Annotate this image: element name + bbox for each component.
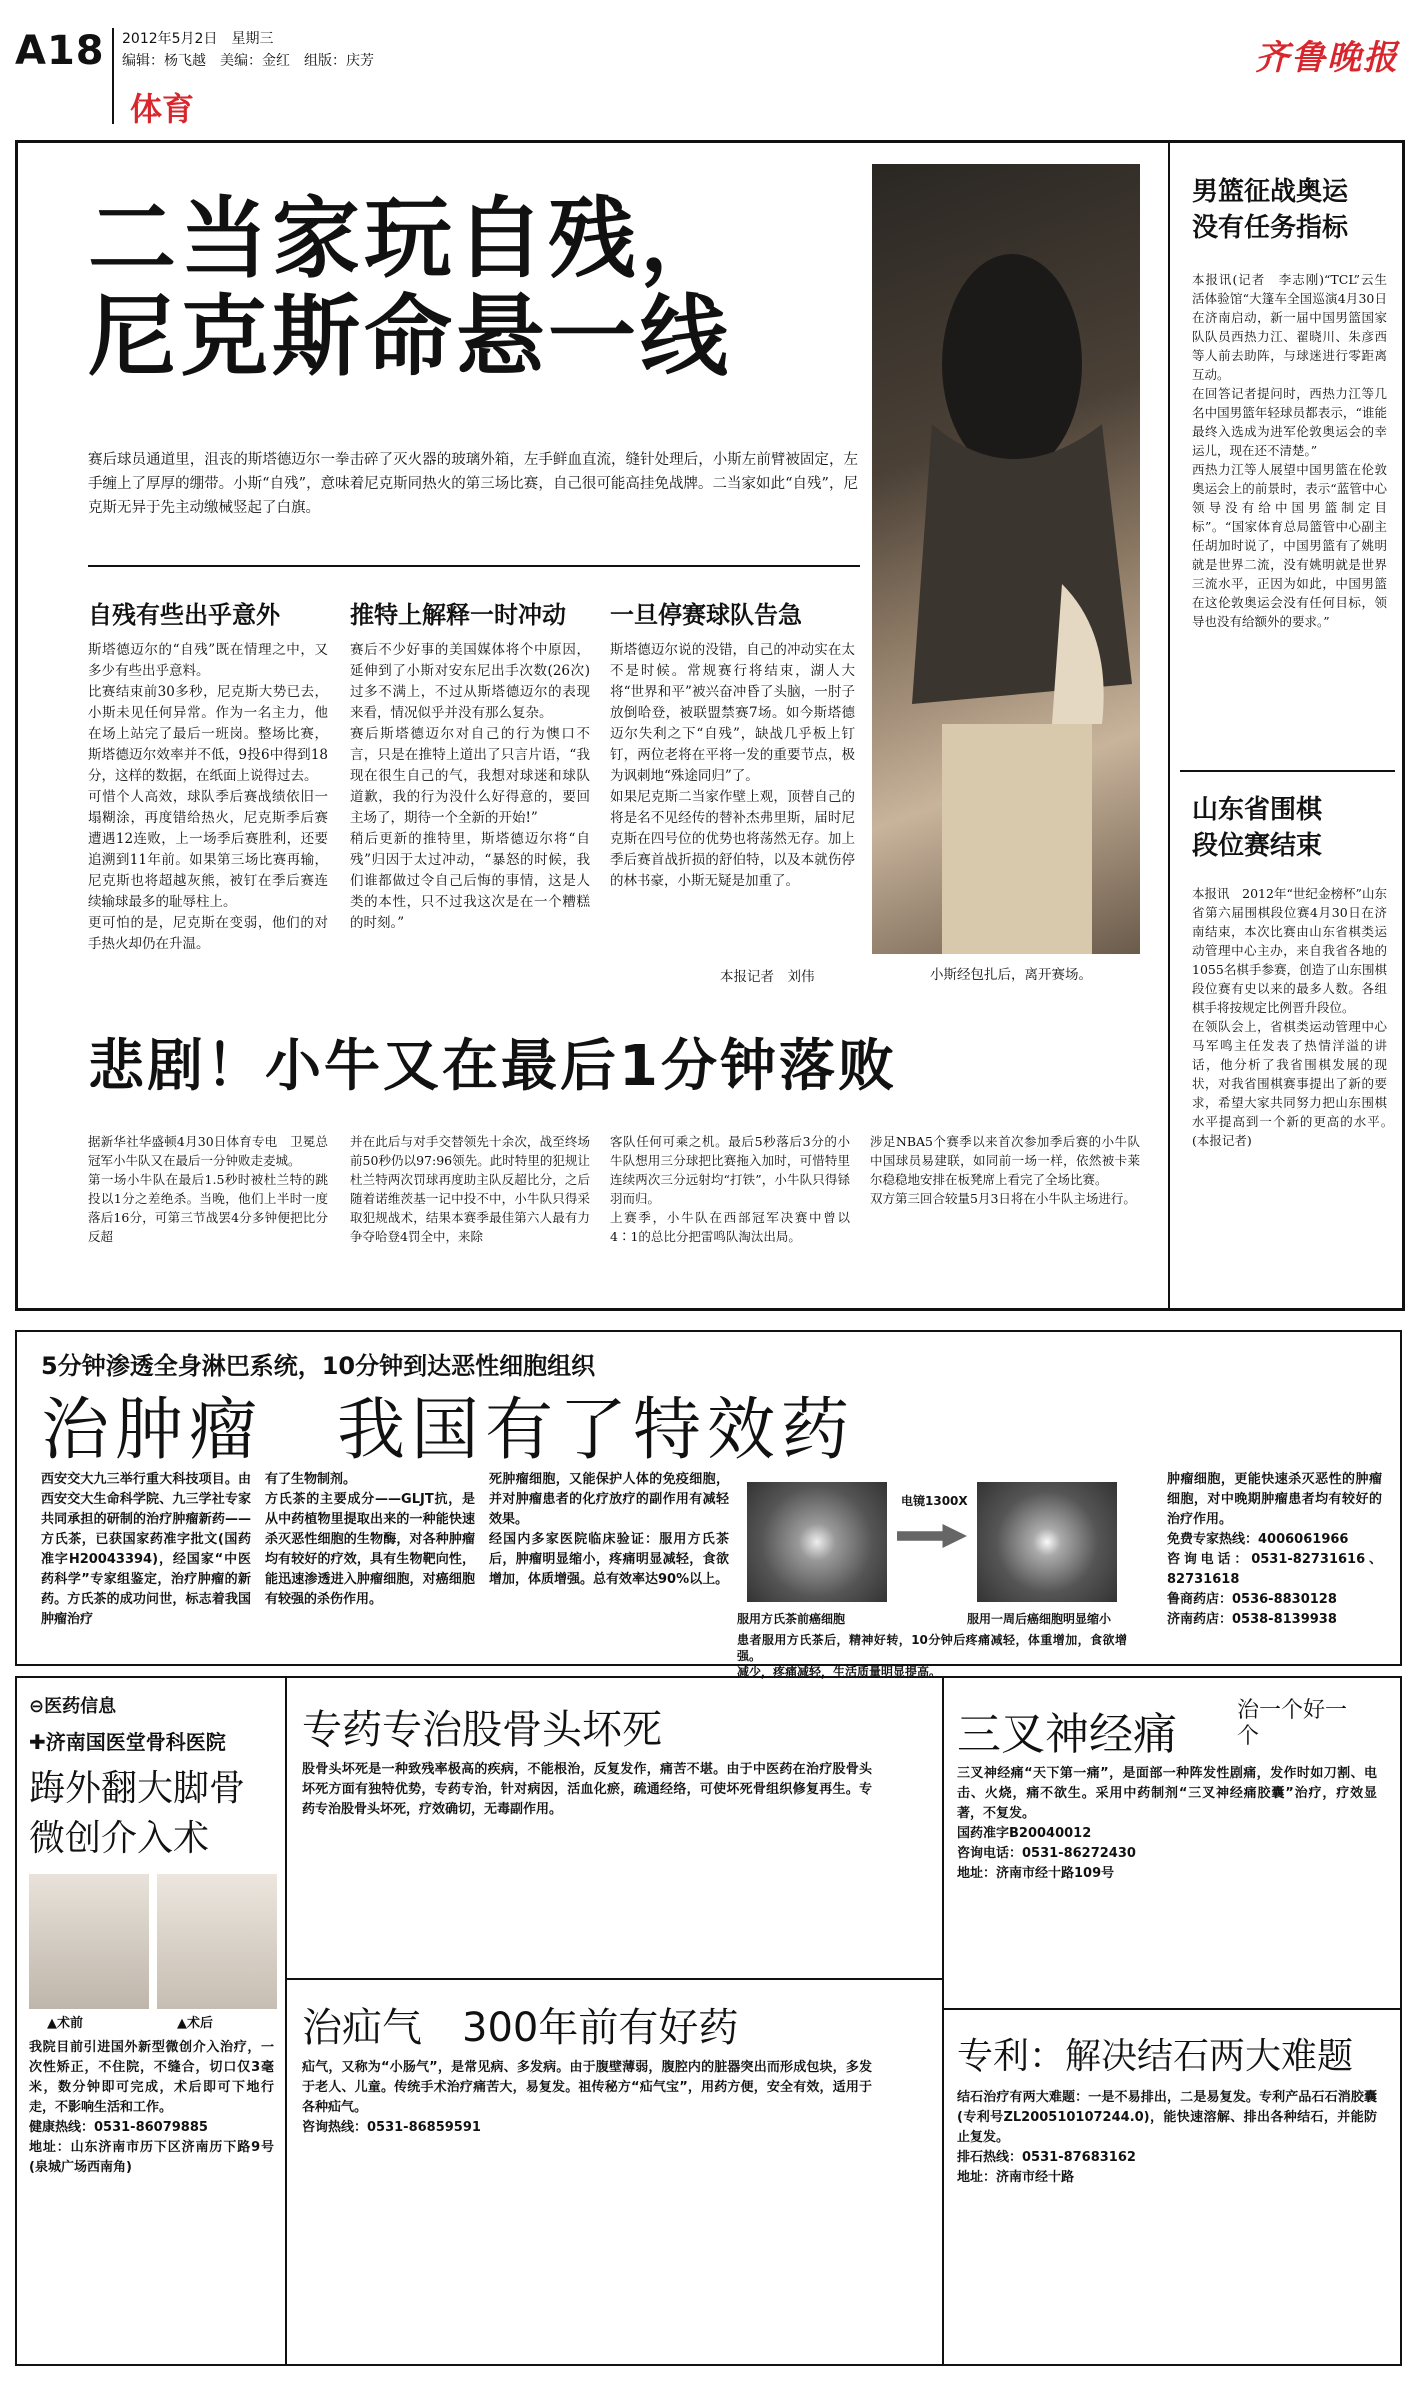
lower-ads [15,1676,1402,2366]
top-story-border-right [1402,140,1405,1311]
hip-ad-title: 专药专治股骨头坏死 [302,1707,662,1753]
mavs-col2: 并在此后与对手交替领先十余次，战至终场前50秒仍以97:96领先。此时特里的犯规让杜兰特两次罚球再度助主队反超比分，之后随着诺维茨基一记中投不中，小牛队只得采取犯规战术，结果本赛季最佳第六人最有力争夺哈登4罚全中，来除 [350,1134,590,1244]
cell-caption-before: 服用方氏茶前癌细胞 [737,1612,846,1626]
nerve-ad-subtitle: 治一个好一个 [1237,1698,1348,1749]
tumor-ad-col5: 肿瘤细胞，更能快速杀灭恶性的肿瘤细胞，对中晚期肿瘤患者均有较好的治疗作用。 免费专家热线：4006061966 咨询电话：0531-82731616、82731618 鲁商药店：0536-8830128 济南药店：0538-8139938 [1167,1472,1382,1627]
page-date: 2012年5月2日 星期三 [122,31,274,47]
mavs-col4: 涉足NBA5个赛季以来首次参加季后赛的小牛队中国球员易建联，如同前一场一样，依然被卡莱尔稳稳地安排在板凳席上看完了全场比赛。 双方第三回合较量5月3日将在小牛队主场进行。 [870,1134,1140,1206]
foot-photo-before [29,1874,149,2009]
knicks-headline: 二当家玩自残， 尼克斯命悬一线 [88,187,733,388]
bone-ad-body: 我院目前引进国外新型微创介入治疗，一次性矫正，不住院，不缝合，切口仅3毫米，数分钟即可完成，术后即可下地行走，不影响生活和工作。 健康热线：0531-86079885 地址：山东济南市历下区济南历下路9号(泉城广场西南角) [29,2040,274,2175]
mavs-col3: 客队任何可乘之机。最后5秒落后3分的小牛队想用三分球把比赛拖入加时，可惜特里连续两次三分远射均“打铁”，小牛队只得铩羽而归。 上赛季，小牛队在西部冠军决赛中曾以4∶1的总比分把雷鸣队淘汰出局。 [610,1134,850,1244]
info-circle-icon: ⊖ [29,1696,45,1717]
player-photo [872,164,1140,954]
sidebar-story2-title: 山东省围棋 段位赛结束 [1192,795,1323,861]
tumor-ad-col4: 患者服用方氏茶后，精神好转，10分钟后疼痛减轻，体重增加，食欲增强。 减少，疼痛减轻，生活质量明显提高。 [737,1633,1127,1679]
mavs-col1: 据新华社华盛顿4月30日体育专电 卫冕总冠军小牛队又在最后一分钟败走麦城。 第一场小牛队在最后1.5秒时被杜兰特的跳投以1分之差绝杀。当晚，他们上半时一度落后16分，可第三节战罢4分多钟便把比分反超 [88,1134,328,1244]
medical-info-label: ⊖医药信息 [29,1696,117,1717]
cross-icon: ✚ [29,1730,46,1754]
sidebar-separator [1180,770,1395,772]
col3-title: 一旦停赛球队告急 [610,601,802,629]
tumor-ad [15,1330,1402,1679]
col1-body: 斯塔德迈尔的“自残”既在情理之中，又多少有些出乎意料。 比赛结束前30多秒，尼克斯大势已去，小斯未见任何异常。作为一名主力，他在场上站完了最后一班岗。整场比赛，斯塔德迈尔效率并不低，9投6中得到18分，这样的数据，在纸面上说得过去。 可惜个人高效，球队季后赛战绩依旧一塌糊涂，再度错给热火，尼克斯季后赛遭遇12连败，上一场季后赛胜利，还要追溯到11年前。如果第三场比赛再输，尼克斯也将超越灰熊，被钉在季后赛连续输球最多的耻辱柱上。 更可怕的是，尼克斯在变弱，他们的对手热火却仍在升温。 [88,642,328,952]
microscope-label: 电镜1300X [901,1494,968,1508]
page-staff: 编辑：杨飞越 美编：金红 组版：庆芳 [122,53,374,69]
nerve-ad-title: 三叉神经痛 [957,1709,1177,1760]
sidebar-story1-title: 男篮征战奥运 没有任务指标 [1192,177,1349,243]
foot-caption-after: ▲术后 [177,2016,213,2031]
cell-caption-after: 服用一周后癌细胞明显缩小 [967,1612,1112,1626]
nerve-ad-body: 三叉神经痛“天下第一痛”，是面部一种阵发性剧痛，发作时如刀割、电击、火烧，痛不欲生。采用中药制剂“三叉神经痛胶囊”治疗，疗效显著，不复发。 国药准字B20040012 咨询电话：0531-86272430 地址：济南市经十路109号 [957,1766,1377,1881]
tumor-ad-col2: 有了生物制剂。 方氏茶的主要成分——GLJT抗，是从中药植物里提取出来的一种能快速杀灭恶性细胞的生物酶，对各种肿瘤均有较好的疗效，具有生物靶向性，能迅速渗透进入肿瘤细胞，对癌细胞有较强的杀伤作用。 [265,1472,475,1607]
knicks-lead: 赛后球员通道里，沮丧的斯塔德迈尔一拳击碎了灭火器的玻璃外箱，左手鲜血直流，缝针处理后，小斯左前臂被固定，左手缠上了厚厚的绷带。小斯“自残”，意味着尼克斯同热火的第三场比赛，自己很可能高挂免战牌。二当家如此“自残”，尼克斯无异于先主动缴械竖起了白旗。 [88,452,858,516]
sidebar-story2-body: 本报讯 2012年“世纪金榜杯”山东省第六届围棋段位赛4月30日在济南结束，本次比赛由山东省棋类运动管理中心主办，来自我省各地的1055名棋手参赛，创造了山东围棋段位赛有史以来的最多人数。各组棋手将按规定比例晋升段位。 在领队会上，省棋类运动管理中心马军鸣主任发表了热情洋溢的讲话，他分析了我省围棋发展的现状，对我省围棋赛事提出了新的要求，希望大家共同努力把山东围棋水平提高到一个新的更高的水平。 (本报记者) [1192,886,1387,1148]
bone-ad-title: 踇外翻大脚骨 微创介入术 [29,1768,246,1859]
sidebar-divider [1168,140,1170,1310]
top-story-border-top [15,140,1405,143]
lower-col-divider-2 [942,1678,944,2364]
masthead-divider [112,28,114,124]
top-story-border-bottom [15,1308,1405,1311]
tumor-ad-tagline: 5分钟渗透全身淋巴系统，10分钟到达恶性细胞组织 [41,1352,596,1380]
sidebar-story1-body: 本报讯(记者 李志刚)“TCL”云生活体验馆“大篷车全国巡演4月30日在济南启动，新一届中国男篮国家队队员西热力江、翟晓川、朱彦西等人前去助阵，与球迷进行零距离互动。 在回答记者提问时，西热力江等几名中国男篮年轻球员都表示，“谁能最终入选成为进军伦敦奥运会的幸运儿，现在还不清楚。” 西热力江等人展望中国男篮在伦敦奥运会上的前景时，表示“蓝管中心领导没有给中国男篮制定目标”。“国家体育总局篮管中心副主任胡加时说了，中国男篮有了姚明就是世界二流，没有姚明就是世界三流水平，正因为如此，中国男篮在这伦敦奥运会没有任何目标，领导也没有给额外的要求。” [1192,272,1387,629]
lower-row-divider [287,1978,942,1980]
hernia-ad-body: 疝气，又称为“小肠气”，是常见病、多发病。由于腹壁薄弱，腹腔内的脏器突出而形成包块，多发于老人、儿童。传统手术治疗痛苦大，易复发。祖传秘方“疝气宝”，用药方便，安全有效，适用于各种疝气。 咨询热线：0531-86859591 [302,2060,872,2135]
foot-photo-after [157,1874,277,2009]
mavs-headline: 悲剧！小牛又在最后1分钟落败 [88,1034,897,1099]
photo-caption: 小斯经包扎后，离开赛场。 [930,967,1092,983]
col1-title: 自残有些出乎意外 [88,601,280,629]
col2-body: 赛后不少好事的美国媒体将个中原因，延伸到了小斯对安东尼出手次数(26次)过多不满上，不过从斯塔德迈尔的表现来看，情况似乎并没有那么复杂。 赛后斯塔德迈尔对自己的行为懊口不言，只是在推特上道出了只言片语，“我现在很生自己的气，我想对球迷和球队道歉，我的行为没什么好得意的，要回主场了，期待一个全新的开始!” 稍后更新的推特里，斯塔德迈尔将“自残”归因于太过冲动，“暴怒的时候，我们谁都做过令自己后悔的事情，这是人类的本性，只不过我这次是在一个糟糕的时刻。” [350,642,590,931]
col2-title: 推特上解释一时冲动 [350,601,566,629]
top-story-border-left [15,140,18,1311]
tumor-ad-col3: 死肿瘤细胞，又能保护人体的免疫细胞，并对肿瘤患者的化疗放疗的副作用有减轻效果。 经国内多家医院临床验证：服用方氏茶后，肿瘤明显缩小，疼痛明显减轻，食欲增加，体质增强。总有效率达90%以上。 [489,1472,729,1587]
arrow-icon [897,1524,967,1548]
hip-ad-body: 股骨头坏死是一种致残率极高的疾病，不能根治，反复发作，痛苦不堪。由于中医药在治疗股骨头坏死方面有独特优势，专药专治，针对病因，活血化瘀，疏通经络，可使坏死骨组织修复再生。专药专治股骨头坏死，疗效确切，无毒副作用。 [302,1762,872,1817]
stone-ad-body: 结石治疗有两大难题：一是不易排出，二是易复发。专利产品石石消胶囊(专利号ZL200510107244.0)，能快速溶解、排出各种结石，并能防止复发。 排石热线：0531-87683162 地址：济南市经十路 [957,2090,1377,2185]
foot-caption-before: ▲术前 [47,2016,83,2031]
hospital-name: ✚济南国医堂骨科医院 [29,1730,226,1754]
paper-logo: 齐鲁晚报 [1255,38,1399,78]
page-number: A18 [15,28,105,74]
lower-col-divider-1 [285,1678,287,2364]
cell-image-before [747,1482,887,1602]
hernia-ad-title: 治疝气 300年前有好药 [302,2005,739,2051]
lower-row-divider-right [944,2008,1400,2010]
lead-underline [88,565,860,567]
tumor-ad-headline: 治肿瘤 我国有了特效药 [41,1391,856,1470]
tumor-ad-col1: 西安交大九三举行重大科技项目。由西安交大生命科学院、九三学社专家共同承担的研制的治疗肿瘤新药——方氏茶，已获国家药准字批文(国药准字H20043394)，经国家“中医药科学”专家组鉴定，治疗肿瘤的新药。方氏茶的成功问世，标志着我国肿瘤治疗 [41,1472,251,1627]
col3-body: 斯塔德迈尔说的没错，自己的冲动实在太不是时候。常规赛行将结束，湖人大将“世界和平”被兴奋冲昏了头脑，一肘子放倒哈登，被联盟禁赛7场。如今斯塔德迈尔失利之下“自残”，缺战几乎板上钉钉，两位老将在平将一发的重要节点，极为讽刺地“殊途同归”了。 如果尼克斯二当家作壁上观，顶替自己的将是名不见经传的替补杰弗里斯，届时尼克斯在四号位的优势也将荡然无存。加上季后赛首战折损的舒伯特，以及本就伤停的林书豪，小斯无疑是加重了。 [610,642,855,889]
knicks-byline: 本报记者 刘伟 [720,969,815,985]
cell-image-after [977,1482,1117,1602]
stone-ad-title: 专利：解决结石两大难题 [957,2036,1354,2077]
section-title: 体育 [130,90,195,128]
player-silhouette [872,164,1140,954]
